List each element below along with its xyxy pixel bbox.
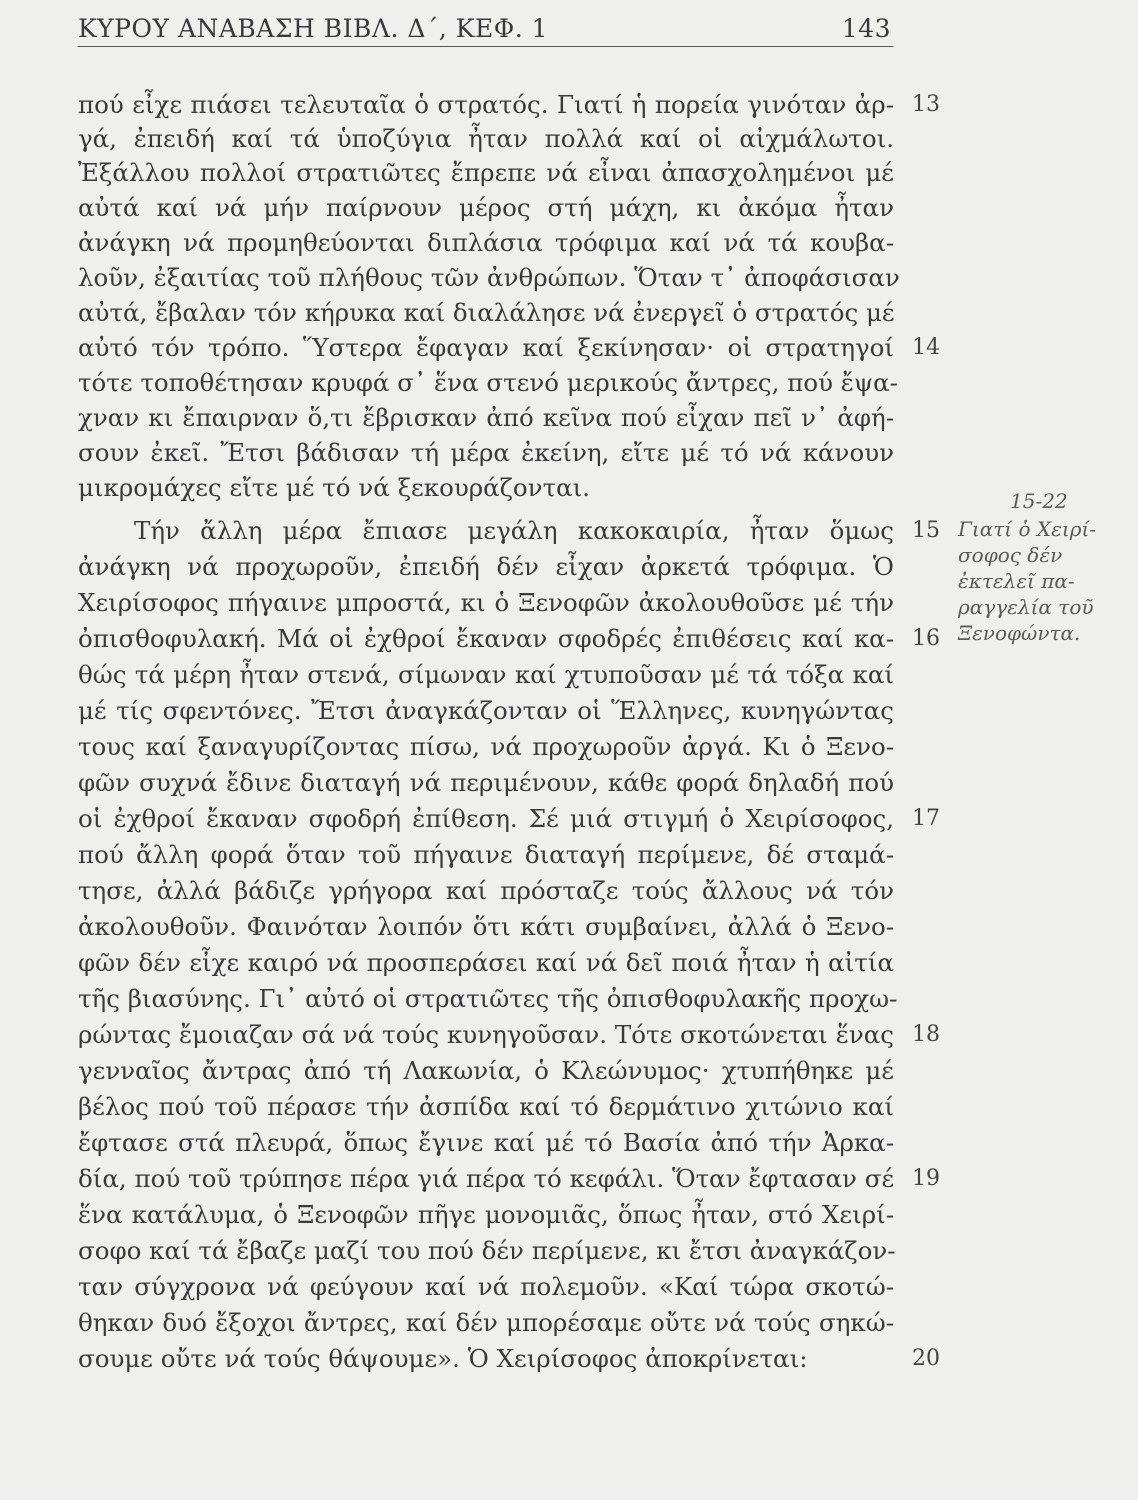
text-line: Ἐξάλλου πολλοί στρατιῶτες ἔπρεπε νά εἶναι ἀπασχολημένοι μέ: [78, 158, 894, 187]
text-line: τότε τοποθέτησαν κρυφά σ᾽ ἕνα στενό μερικούς ἄντρες, πού ἔψα-: [78, 368, 898, 397]
text-line: τῆς βιασύνης. Γι᾽ αὐτό οἱ στρατιῶτες τῆς ὀπισθοφυλακῆς προχω-: [78, 984, 898, 1013]
text-line: αὐτό τόν τρόπο. Ὕστερα ἔφαγαν καί ξεκίνησαν· οἱ στρατηγοί: [78, 333, 894, 362]
text-line: χναν κι ἔπαιρναν ὅ,τι ἔβρισκαν ἀπό κεῖνα πού εἶχαν πεῖ ν᾽ ἀφή-: [78, 403, 894, 432]
section-number: 19: [912, 1166, 940, 1191]
text-line: ἕνα κατάλυμα, ὁ Ξενοφῶν πῆγε μονομιᾶς, ὅπως ἦταν, στό Χειρί-: [78, 1200, 894, 1229]
text-line: δία, πού τοῦ τρύπησε πέρα γιά πέρα τό κεφάλι. Ὅταν ἔφτασαν σέ: [78, 1164, 895, 1193]
section-number: 16: [912, 626, 940, 651]
text-line: γενναῖος ἄντρας ἀπό τή Λακωνία, ὁ Κλεώνυμος· χτυπήθηκε μέ: [78, 1056, 894, 1085]
page-number: 143: [841, 14, 891, 43]
text-line: τησε, ἀλλά βάδιζε γρήγορα καί πρόσταζε τούς ἄλλους νά τόν: [78, 876, 894, 905]
margin-note-line: σοφος δέν: [958, 543, 1063, 567]
text-line: μέ τίς σφεντόνες. Ἔτσι ἀναγκάζονταν οἱ Ἕλληνες, κυνηγώντας: [78, 696, 894, 725]
text-line: ταν σύγχρονα νά φεύγουν καί νά πολεμοῦν. «Καί τώρα σκοτώ-: [78, 1272, 894, 1301]
text-line: τους καί ξαναγυρίζοντας πίσω, νά προχωροῦν ἀργά. Κι ὁ Ξενο-: [78, 732, 894, 761]
section-number: 18: [912, 1022, 940, 1047]
section-number: 17: [912, 806, 940, 831]
margin-note: [958, 488, 1128, 646]
section-number: 13: [912, 92, 940, 117]
text-line: βέλος πού τοῦ πέρασε τήν ἀσπίδα καί τό δερμάτινο χιτώνιο καί: [78, 1092, 894, 1121]
text-line: πού ἄλλη φορά ὅταν τοῦ πήγαινε διαταγή περίμενε, δέ σταμά-: [78, 840, 894, 869]
text-line: οἱ ἐχθροί ἔκαναν σφοδρή ἐπίθεση. Σέ μιά στιγμή ὁ Χειρίσοφος,: [78, 804, 894, 833]
margin-note-range: 15-22: [1010, 489, 1068, 513]
section-number: 15: [912, 518, 940, 543]
text-line: σουν ἐκεῖ. Ἔτσι βάδισαν τή μέρα ἐκείνη, εἴτε μέ τό νά κάνουν: [78, 438, 894, 467]
margin-note-line: ἐκτελεῖ πα-: [958, 569, 1075, 593]
text-line: γά, ἐπειδή καί τά ὑποζύγια ἦταν πολλά καί οἱ αἰχμάλωτοι.: [78, 124, 894, 153]
text-line: Τήν ἄλλη μέρα ἔπιασε μεγάλη κακοκαιρία, ἦταν ὅμως: [134, 516, 894, 545]
text-line: λοῦν, ἐξαιτίας τοῦ πλήθους τῶν ἀνθρώπων. Ὅταν τ᾽ ἀποφάσισαν: [78, 263, 900, 292]
header-title: ΚΥΡΟΥ ΑΝΑΒΑΣΗ ΒΙΒΛ. Δ΄, ΚΕΦ. 1: [78, 14, 549, 43]
section-number: 14: [912, 335, 940, 360]
text-line: σοφο καί τά ἔβαζε μαζί του πού δέν περίμενε, κι ἔτσι ἀναγκάζον-: [78, 1236, 896, 1265]
section-number: 20: [912, 1346, 940, 1371]
text-line: αὐτά, ἔβαλαν τόν κήρυκα καί διαλάλησε νά ἐνεργεῖ ὁ στρατός μέ: [78, 298, 895, 327]
text-line: ἀκολουθοῦν. Φαινόταν λοιπόν ὅτι κάτι συμβαίνει, ἀλλά ὁ Ξενο-: [78, 912, 894, 941]
margin-note-line: Γιατί ὁ Χειρί-: [958, 517, 1097, 541]
text-line: Χειρίσοφος πήγαινε μπροστά, κι ὁ Ξενοφῶν ἀκολουθοῦσε μέ τήν: [78, 588, 894, 617]
text-line: πού εἶχε πιάσει τελευταῖα ὁ στρατός. Γιατί ἡ πορεία γινόταν ἀρ-: [78, 90, 894, 119]
margin-note-line: ραγγελία τοῦ: [958, 595, 1094, 619]
text-line: σουμε οὔτε νά τούς θάψουμε». Ὁ Χειρίσοφος ἀποκρίνεται:: [78, 1344, 808, 1373]
text-line: αὐτά καί νά μήν παίρνουν μέρος στή μάχη, κι ἀκόμα ἦταν: [78, 193, 894, 222]
text-line: φῶν δέν εἶχε καιρό νά προσπεράσει καί νά δεῖ ποιά ἦταν ἡ αἰτία: [78, 948, 894, 977]
text-line: ἀνάγκη νά προμηθεύονται διπλάσια τρόφιμα καί νά τά κουβα-: [78, 228, 894, 257]
running-header: [78, 10, 893, 47]
text-line: ἀνάγκη νά προχωροῦν, ἐπειδή δέν εἶχαν ἀρκετά τρόφιμα. Ὁ: [78, 552, 894, 581]
text-line: ρώντας ἔμοιαζαν σά νά τούς κυνηγοῦσαν. Τότε σκοτώνεται ἕνας: [78, 1020, 894, 1049]
text-line: φῶν συχνά ἔδινε διαταγή νά περιμένουν, κάθε φορά δηλαδή πού: [78, 768, 894, 797]
text-line: μικρομάχες εἴτε μέ τό νά ξεκουράζονται.: [78, 473, 591, 502]
text-line: ἔφτασε στά πλευρά, ὅπως ἔγινε καί μέ τό Βασία ἀπό τήν Ἀρκα-: [78, 1128, 894, 1157]
text-line: ὀπισθοφυλακή. Μά οἱ ἐχθροί ἔκαναν σφοδρές ἐπιθέσεις καί κα-: [78, 624, 894, 653]
text-line: θώς τά μέρη ἦταν στενά, σίμωναν καί χτυποῦσαν μέ τά τόξα καί: [78, 660, 894, 689]
margin-note-line: Ξενοφώντα.: [958, 621, 1081, 645]
text-line: θηκαν δυό ἔξοχοι ἄντρες, καί δέν μπορέσαμε οὔτε νά τούς σηκώ-: [78, 1308, 894, 1337]
